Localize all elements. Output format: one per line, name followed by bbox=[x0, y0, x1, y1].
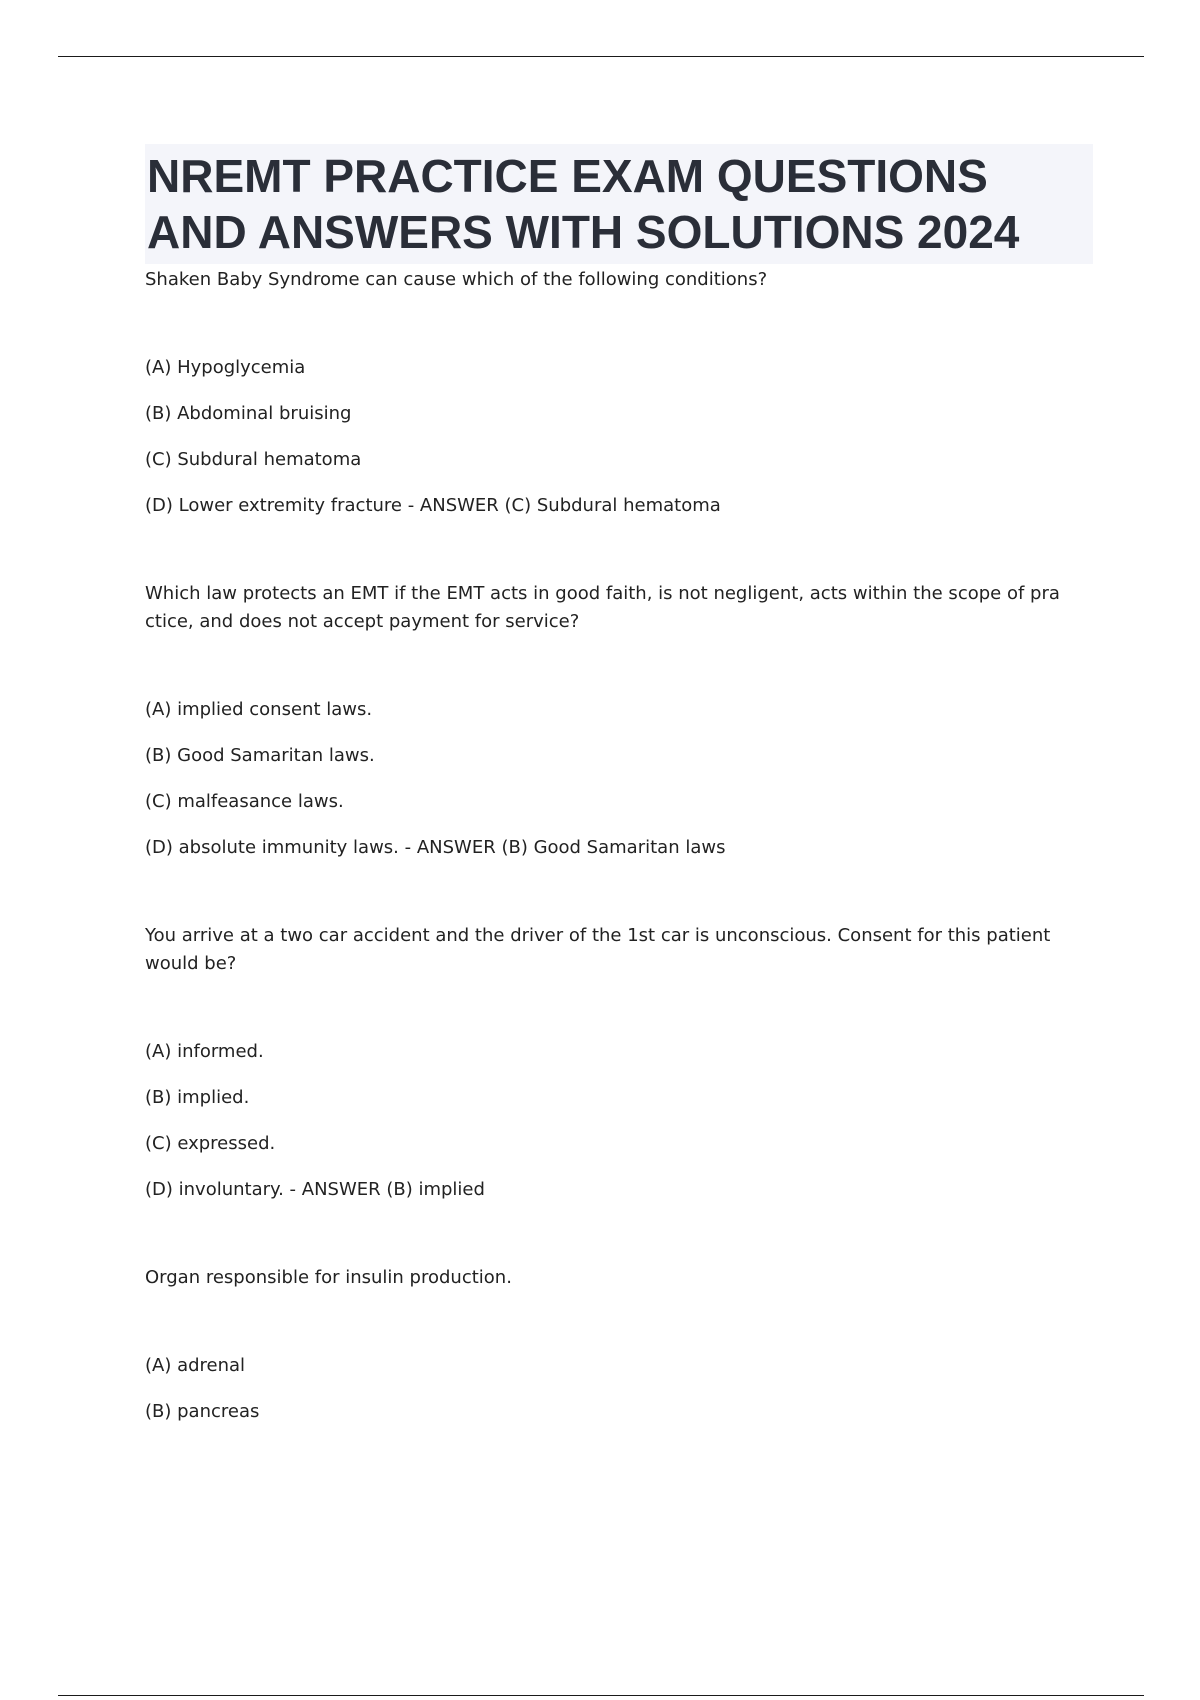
options-list bbox=[145, 1038, 1095, 1204]
option-a: (A) adrenal bbox=[145, 1355, 246, 1376]
option-b: (B) implied. bbox=[145, 1087, 250, 1108]
question-2 bbox=[145, 580, 1095, 862]
option-d-answer: (D) absolute immunity laws. - ANSWER (B) Good Samaritan laws bbox=[145, 837, 726, 858]
question-3 bbox=[145, 922, 1095, 1204]
option-a: (A) implied consent laws. bbox=[145, 699, 373, 720]
question-1 bbox=[145, 266, 1095, 520]
option-a: (A) Hypoglycemia bbox=[145, 357, 306, 378]
option-c: (C) Subdural hematoma bbox=[145, 449, 362, 470]
question-4 bbox=[145, 1264, 1095, 1426]
options-list bbox=[145, 354, 1095, 520]
option-c: (C) malfeasance laws. bbox=[145, 791, 344, 812]
question-prompt: Which law protects an EMT if the EMT acts in good faith, is not negligent, acts within the scope of pra ctice, and does not accept payment for service? bbox=[145, 583, 1060, 632]
title-line-2: AND ANSWERS WITH SOLUTIONS 2024 bbox=[147, 206, 1020, 258]
document-title bbox=[147, 148, 1093, 260]
question-prompt: Organ responsible for insulin production. bbox=[145, 1267, 512, 1288]
option-b: (B) Abdominal bruising bbox=[145, 403, 352, 424]
option-b: (B) pancreas bbox=[145, 1401, 260, 1422]
title-box bbox=[145, 144, 1093, 264]
option-d-answer: (D) Lower extremity fracture - ANSWER (C) Subdural hematoma bbox=[145, 495, 721, 516]
question-prompt: You arrive at a two car accident and the driver of the 1st car is unconscious. Consent for this patient would be? bbox=[145, 925, 1051, 974]
options-list bbox=[145, 1352, 1095, 1426]
option-d-answer: (D) involuntary. - ANSWER (B) implied bbox=[145, 1179, 485, 1200]
title-line-1: NREMT PRACTICE EXAM QUESTIONS bbox=[147, 150, 988, 202]
page-content bbox=[145, 144, 1095, 1444]
options-list bbox=[145, 696, 1095, 862]
option-a: (A) informed. bbox=[145, 1041, 264, 1062]
question-prompt: Shaken Baby Syndrome can cause which of the following conditions? bbox=[145, 269, 768, 290]
bottom-rule bbox=[58, 1695, 1144, 1696]
top-rule bbox=[58, 56, 1144, 57]
option-b: (B) Good Samaritan laws. bbox=[145, 745, 375, 766]
option-c: (C) expressed. bbox=[145, 1133, 276, 1154]
